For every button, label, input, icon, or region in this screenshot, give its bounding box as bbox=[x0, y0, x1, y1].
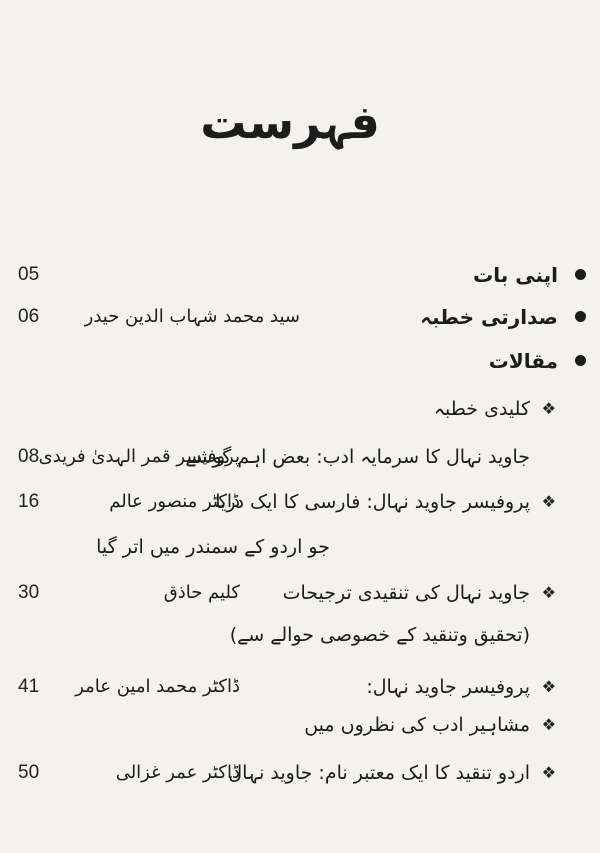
toc-article-author: ڈاکٹر عمر غزالی bbox=[115, 762, 240, 783]
toc-article bbox=[0, 578, 600, 608]
toc-article-title: پروفیسر جاوید نہال: فارسی کا ایک دریا bbox=[215, 491, 530, 513]
toc-article-continuation bbox=[0, 532, 600, 562]
toc-article-title: جاوید نہال کا سرمایہ ادب: بعض اہم گوشے bbox=[185, 446, 530, 468]
toc-item-title: مقالات bbox=[488, 349, 558, 373]
toc-article bbox=[0, 487, 600, 517]
toc-article-title: اردو تنقید کا ایک معتبر نام: جاوید نہال bbox=[228, 762, 530, 784]
bullet-icon bbox=[575, 311, 586, 322]
toc-item-title: صدارتی خطبہ bbox=[420, 305, 558, 329]
diamond-bullet-icon: ❖ bbox=[541, 492, 556, 511]
toc-item-sadarati-khutba bbox=[0, 302, 600, 332]
toc-article-author: ڈاکٹر منصور عالم bbox=[109, 491, 240, 512]
toc-article-title-cont: جو اردو کے سمندر میں اتر گیا bbox=[96, 536, 330, 558]
toc-item-maqalat bbox=[0, 346, 600, 376]
toc-article-title: جاوید نہال کی تنقیدی ترجیحات bbox=[282, 582, 530, 604]
toc-item-title: اپنی بات bbox=[473, 263, 558, 287]
diamond-bullet-icon: ❖ bbox=[541, 399, 556, 418]
toc-article-title-cont: (تحقیق وتنقید کے خصوصی حوالے سے) bbox=[229, 624, 530, 646]
page-number: 50 bbox=[18, 762, 40, 783]
page-number: 05 bbox=[18, 264, 40, 285]
toc-item-author: سید محمد شہاب الدین حیدر bbox=[84, 306, 300, 327]
toc-article-title: مشاہیر ادب کی نظروں میں bbox=[304, 714, 530, 736]
toc-article bbox=[0, 710, 600, 740]
toc-article bbox=[0, 758, 600, 788]
toc-article-title: پروفیسر جاوید نہال: bbox=[366, 676, 530, 698]
toc-article-author: پروفیسر قمر الہدیٰ فریدی bbox=[38, 446, 240, 467]
toc-article bbox=[0, 672, 600, 702]
page-number: 41 bbox=[18, 676, 40, 697]
toc-subitem-title: کلیدی خطبہ bbox=[433, 398, 530, 420]
page-number: 06 bbox=[18, 306, 40, 327]
toc-article-author: ڈاکٹر محمد امین عامر bbox=[75, 676, 240, 697]
diamond-bullet-icon: ❖ bbox=[541, 715, 556, 734]
diamond-bullet-icon: ❖ bbox=[541, 677, 556, 696]
bullet-icon bbox=[575, 355, 586, 366]
diamond-bullet-icon: ❖ bbox=[541, 763, 556, 782]
toc-subitem-keynote bbox=[0, 394, 600, 424]
page-number: 16 bbox=[18, 491, 40, 512]
diamond-bullet-icon: ❖ bbox=[541, 583, 556, 602]
page-number: 30 bbox=[18, 582, 40, 603]
bullet-icon bbox=[575, 269, 586, 280]
page-title: فہرست bbox=[200, 95, 380, 149]
toc-item-apni-baat bbox=[0, 260, 600, 290]
page-number: 08 bbox=[18, 446, 40, 467]
toc-article-continuation bbox=[0, 620, 600, 650]
toc-article bbox=[0, 442, 600, 472]
toc-article-author: کلیم حاذق bbox=[163, 582, 240, 603]
